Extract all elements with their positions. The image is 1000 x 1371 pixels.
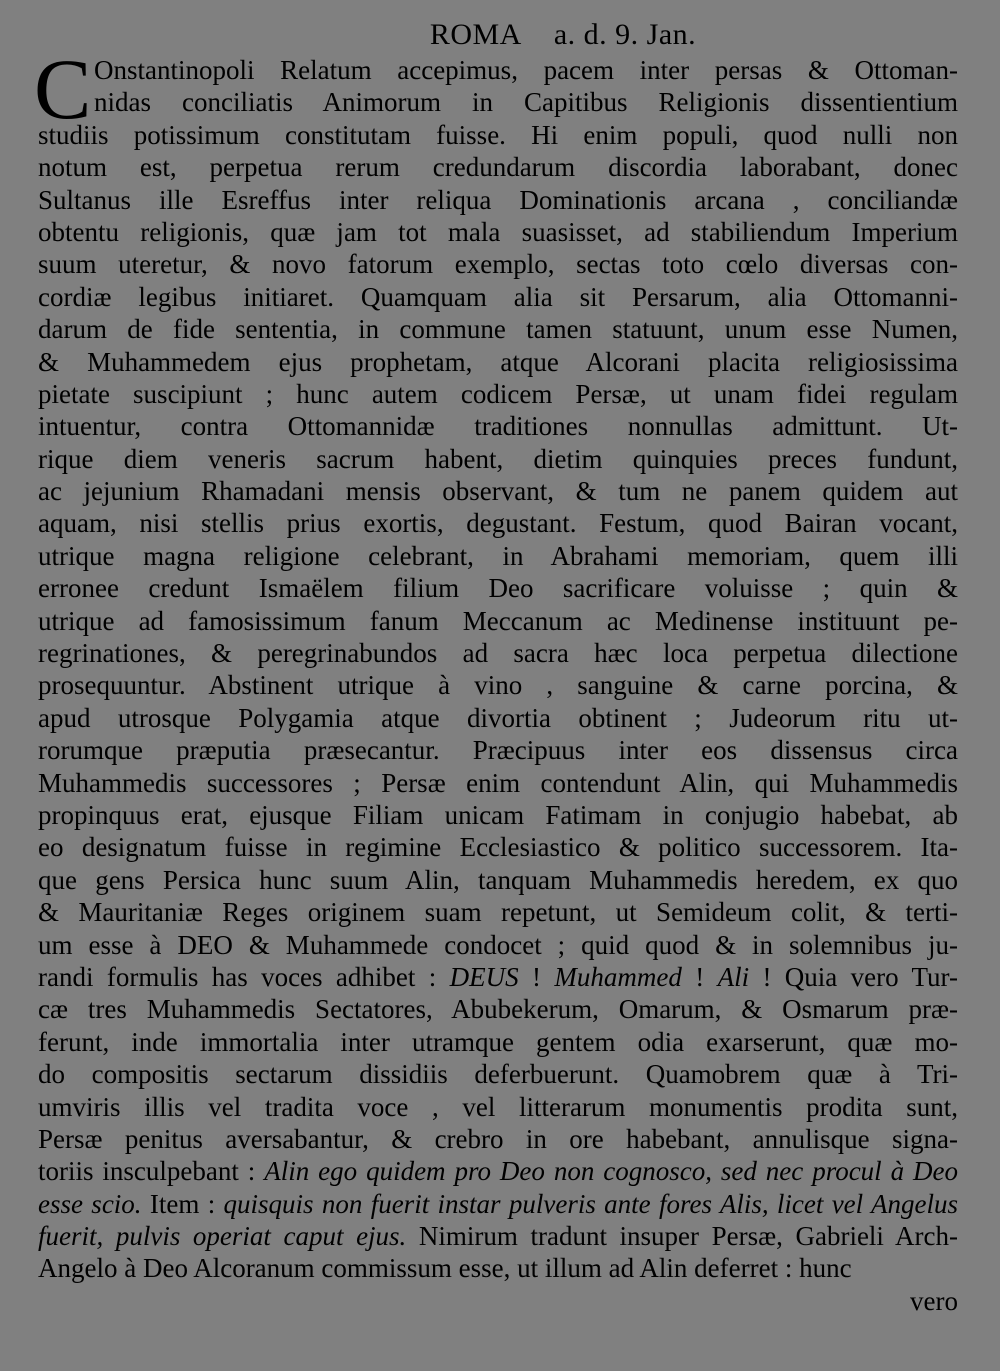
- printed-page: [34, 16, 959, 1317]
- line-text: studiis potissimum constitutam fuisse. Hi enim populi, quod nulli non: [38, 119, 958, 150]
- line-text: um esse à DEO & Muhammede condocet ; quid quod & in solemnibus ju-: [38, 929, 958, 960]
- line-text: ferunt, inde immortalia inter utramque gentem odia exarserunt, quæ mo-: [38, 1026, 958, 1057]
- italic-text: Alin ego quidem pro Deo non cognosco, sed nec procul à Deo: [264, 1156, 959, 1187]
- line-text: Nimirum tradunt insuper Persæ, Gabrieli Arch-: [406, 1221, 958, 1252]
- italic-text: esse scio.: [38, 1188, 142, 1219]
- line-text: erronee credunt Ismaëlem filium Deo sacrificare voluisse ; quin &: [38, 573, 958, 604]
- line-text: Persæ penitus aversabantur, & crebro in ore habebant, annulisque signa-: [38, 1123, 958, 1154]
- line-text: cæ tres Muhammedis Sectatores, Abubekerum, Omarum, & Osmarum præ-: [38, 994, 958, 1025]
- text-line: [38, 961, 958, 993]
- line-text: prosequuntur. Abstinent utrique à vino , sanguine & carne porcina, &: [38, 670, 958, 701]
- text-line: [38, 1188, 958, 1220]
- text-line: [38, 86, 958, 118]
- italic-text: Muhammed: [554, 961, 682, 992]
- line-text: !: [681, 961, 718, 992]
- line-text: Onstantinopoli Relatum accepimus, pacem inter persas & Ottoman-: [94, 55, 958, 85]
- line-text: aquam, nisi stellis prius exortis, degustant. Festum, quod Bairan vocant,: [38, 508, 958, 539]
- line-text: Angelo à Deo Alcoranum commissum esse, ut illum ad Alin deferret : hunc: [38, 1253, 852, 1284]
- text-line: [38, 1026, 958, 1058]
- text-line: [38, 799, 958, 831]
- line-text: randi formulis has voces adhibet :: [38, 961, 450, 992]
- text-line: [38, 734, 958, 766]
- line-text: suum uteretur, & novo fatorum exemplo, sectas toto cœlo diversas con-: [38, 249, 958, 280]
- italic-text: quisquis non fuerit instar pulveris ante fores Alis, licet vel Angelus: [223, 1188, 958, 1219]
- line-text: regrinationes, & peregrinabundos ad sacra hæc loca perpetua dilectione: [38, 638, 958, 669]
- text-line: [38, 1220, 958, 1252]
- line-text: pietate suscipiunt ; hunc autem codicem Persæ, ut unam fidei regulam: [38, 378, 958, 409]
- italic-text: Ali: [717, 961, 750, 992]
- line-text: Muhammedis successores ; Persæ enim contendunt Alin, qui Muhammedis: [38, 767, 958, 798]
- text-line: [38, 669, 958, 701]
- text-line: [38, 346, 958, 378]
- line-text: apud utrosque Polygamia atque divortia obtinent ; Judeorum ritu ut-: [38, 702, 958, 733]
- italic-text: fuerit, pulvis operiat caput ejus.: [38, 1221, 407, 1252]
- line-text: nidas conciliatis Animorum in Capitibus Religionis dissentientium: [94, 87, 958, 118]
- text-line: [38, 313, 958, 345]
- text-line: [38, 1155, 958, 1187]
- text-line: [38, 540, 958, 572]
- article-body: [34, 41, 959, 1317]
- text-line: [38, 248, 958, 280]
- line-text: & Muhammedem ejus prophetam, atque Alcorani placita religiosissima: [38, 346, 958, 377]
- text-line: [38, 1091, 958, 1123]
- line-text: eo designatum fuisse in regimine Ecclesiastico & politico successorem. Ita-: [38, 832, 958, 863]
- text-line: [38, 1252, 958, 1284]
- heading-date: a. d. 9. Jan.: [553, 18, 697, 51]
- text-line: [38, 572, 958, 604]
- line-text: notum est, perpetua rerum credundarum discordia laborabant, donec: [38, 152, 958, 183]
- line-text: ac jejunium Rhamadani mensis observant, & tum ne panem quidem aut: [38, 476, 958, 507]
- line-text: intuentur, contra Ottomannidæ traditiones nonnullas admittunt. Ut-: [38, 411, 958, 442]
- text-line: [38, 119, 958, 151]
- line-text: do compositis sectarum dissidiis deferbuerunt. Quamobrem quæ à Tri-: [38, 1059, 958, 1090]
- line-text: ! Quia vero Tur-: [749, 961, 958, 992]
- text-line: [38, 507, 958, 539]
- text-line: [38, 443, 958, 475]
- line-text: Item :: [141, 1188, 224, 1219]
- line-text: cordiæ legibus initiaret. Quamquam alia sit Persarum, alia Ottomanni-: [38, 281, 958, 312]
- text-line: [38, 151, 958, 183]
- drop-cap: C: [34, 41, 92, 137]
- line-text: Sultanus ille Esreffus inter reliqua Dominationis arcana , conciliandæ: [38, 184, 958, 215]
- text-line: [38, 410, 958, 442]
- text-line: [38, 864, 958, 896]
- text-line: [38, 1123, 958, 1155]
- line-text: rorumque præputia præsecantur. Præcipuus inter eos dissensus circa: [38, 735, 958, 766]
- line-text: toriis insculpebant :: [38, 1156, 265, 1187]
- text-line: [38, 993, 958, 1025]
- line-text: utrique ad famosissimum fanum Meccanum ac Medinense instituunt pe-: [38, 605, 958, 636]
- page-heading: [38, 16, 958, 54]
- text-line: [38, 702, 958, 734]
- catchword: vero: [910, 1285, 958, 1316]
- text-line: [38, 637, 958, 669]
- text-line: [38, 1058, 958, 1090]
- text-line: [38, 929, 958, 961]
- italic-text: DEUS: [449, 961, 519, 992]
- text-line: [38, 281, 958, 313]
- line-text: utrique magna religione celebrant, in Abrahami memoriam, quem illi: [38, 540, 958, 571]
- line-text: & Mauritaniæ Reges originem suam repetunt, ut Semideum colit, & terti-: [38, 897, 958, 928]
- line-text: propinquus erat, ejusque Filiam unicam Fatimam in conjugio habebat, ab: [38, 799, 958, 830]
- line-text: darum de fide sententia, in commune tamen statuunt, unum esse Numen,: [38, 314, 958, 345]
- text-line: [38, 475, 958, 507]
- text-line: [38, 605, 958, 637]
- text-line: [38, 378, 958, 410]
- line-text: que gens Persica hunc suum Alin, tanquam Muhammedis heredem, ex quo: [38, 864, 958, 895]
- line-text: !: [518, 961, 555, 992]
- text-line: [38, 831, 958, 863]
- line-text: obtentu religionis, quæ jam tot mala suasisset, ad stabiliendum Imperium: [38, 216, 958, 247]
- text-line: [38, 896, 958, 928]
- text-line: [38, 216, 958, 248]
- text-line: [38, 184, 958, 216]
- text-line: [38, 767, 958, 799]
- heading-city: ROMA: [429, 18, 522, 51]
- line-text: umviris illis vel tradita voce , vel litterarum monumentis prodita sunt,: [38, 1091, 958, 1122]
- line-text: rique diem veneris sacrum habent, dietim quinquies preces fundunt,: [38, 443, 958, 474]
